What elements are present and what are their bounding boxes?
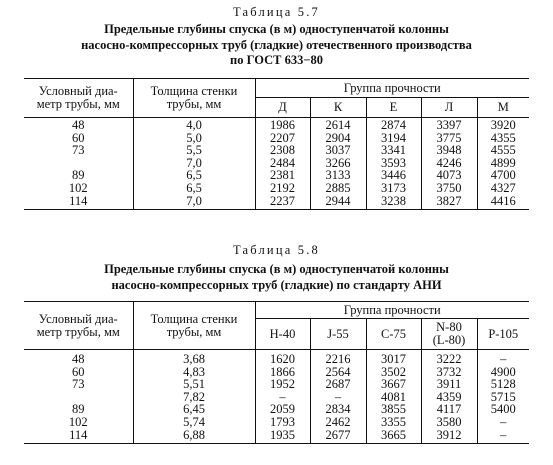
depth-cell: 3912 xyxy=(421,429,477,444)
depth-cell: 2944 xyxy=(310,195,366,210)
depth-cell: 2237 xyxy=(255,195,310,210)
diameter-cell: 60 xyxy=(72,130,85,145)
wall-cell: 7,82 xyxy=(133,391,255,404)
depth-cell: 4700 xyxy=(477,169,529,182)
table1-title xyxy=(0,22,553,69)
depth-cell: 3502 xyxy=(366,366,421,379)
wall-cell: 5,51 xyxy=(133,378,255,391)
wall-cell: 5,5 xyxy=(133,144,255,157)
table2 xyxy=(24,301,529,444)
depth-cell: 1986 xyxy=(255,118,310,132)
wall-cell: 4,83 xyxy=(133,366,255,379)
table1-header-diameter: Условный диа- метр трубы, мм xyxy=(24,79,133,118)
table2-grade-header: J-55 xyxy=(310,319,366,350)
depth-cell: 3133 xyxy=(310,169,366,182)
table1-header-group: Группа прочности xyxy=(255,79,529,98)
depth-cell: 3855 xyxy=(366,403,421,416)
depth-cell: 3732 xyxy=(421,366,477,379)
diameter-cell: 48 xyxy=(24,350,133,366)
table-row xyxy=(24,378,529,391)
depth-cell: 3266 xyxy=(310,157,366,170)
depth-cell: – xyxy=(255,391,310,404)
depth-cell: 4073 xyxy=(421,169,477,182)
depth-cell: 1793 xyxy=(255,416,310,429)
table-row xyxy=(24,350,529,366)
depth-cell: 2216 xyxy=(310,350,366,366)
depth-cell: 2381 xyxy=(255,169,310,182)
diameter-cell: 73 xyxy=(72,377,85,392)
table-row xyxy=(24,429,529,444)
wall-cell: 6,45 xyxy=(133,403,255,416)
diameter-cell: 60 xyxy=(72,364,85,379)
table1-grade-header: М xyxy=(477,98,529,118)
table2-grade-note: (L-80) xyxy=(432,333,466,347)
diameter-cell: 114 xyxy=(24,429,133,444)
diameter-cell: 114 xyxy=(24,195,133,210)
depth-cell: 2484 xyxy=(255,157,310,170)
table2-grade-header: P-105 xyxy=(477,319,529,350)
table1 xyxy=(24,78,529,210)
wall-cell: 5,0 xyxy=(133,132,255,145)
depth-cell: 3750 xyxy=(421,182,477,195)
wall-cell: 6,88 xyxy=(133,429,255,444)
depth-cell: 3397 xyxy=(421,118,477,132)
table1-title-line: по ГОСТ 633−80 xyxy=(230,53,323,67)
table1-grade-header: Л xyxy=(421,98,477,118)
table2-header-diameter: Условный диа- метр трубы, мм xyxy=(24,302,133,350)
depth-cell: 3911 xyxy=(421,378,477,391)
depth-cell: – xyxy=(477,429,529,444)
depth-cell: 4900 xyxy=(477,366,529,379)
depth-cell: 4355 xyxy=(477,132,529,145)
depth-cell: 2885 xyxy=(310,182,366,195)
wall-cell: 4,0 xyxy=(133,118,255,132)
depth-cell: 3667 xyxy=(366,378,421,391)
diameter-cell: 89 xyxy=(72,402,85,417)
depth-cell: 3355 xyxy=(366,416,421,429)
depth-cell: 4327 xyxy=(477,182,529,195)
depth-cell: 3341 xyxy=(366,144,421,157)
table1-grade-header: К xyxy=(310,98,366,118)
table1-header-wall: Толщина стенки трубы, мм xyxy=(133,79,255,118)
depth-cell: 3238 xyxy=(366,195,421,210)
depth-cell: 1952 xyxy=(255,378,310,391)
depth-cell: 2614 xyxy=(310,118,366,132)
wall-cell: 6,5 xyxy=(133,169,255,182)
table-row xyxy=(24,416,529,429)
depth-cell: – xyxy=(477,350,529,366)
table-row xyxy=(24,182,529,195)
depth-cell: 2687 xyxy=(310,378,366,391)
diameter-cell: 48 xyxy=(24,118,133,132)
depth-cell: 4081 xyxy=(366,391,421,404)
table-row xyxy=(24,144,529,157)
depth-cell: 3037 xyxy=(310,144,366,157)
table2-title-line: насосно-компрессорных труб (гладкие) по стандарту АНИ xyxy=(111,277,442,292)
depth-cell: 5400 xyxy=(477,403,529,416)
depth-cell: 1866 xyxy=(255,366,310,379)
depth-cell: 2192 xyxy=(255,182,310,195)
depth-cell: – xyxy=(477,416,529,429)
table1-title-line: насосно-компрессорных труб (гладкие) отечественного производства xyxy=(81,37,472,52)
depth-cell: 3775 xyxy=(421,132,477,145)
table-row xyxy=(24,195,529,210)
depth-cell: 3948 xyxy=(421,144,477,157)
depth-cell: 3173 xyxy=(366,182,421,195)
depth-cell: 3665 xyxy=(366,429,421,444)
depth-cell: 3827 xyxy=(421,195,477,210)
depth-cell: 2207 xyxy=(255,132,310,145)
table2-grade-header: H-40 xyxy=(255,319,310,350)
depth-cell: 2564 xyxy=(310,366,366,379)
depth-cell: 3222 xyxy=(421,350,477,366)
depth-cell: 3920 xyxy=(477,118,529,132)
depth-cell: 2874 xyxy=(366,118,421,132)
depth-cell: 2462 xyxy=(310,416,366,429)
depth-cell: 5715 xyxy=(477,391,529,404)
table2-grade-header: N-80 (L-80) xyxy=(421,319,477,350)
depth-cell: 2059 xyxy=(255,403,310,416)
diameter-cell: 102 xyxy=(68,414,88,429)
depth-cell: 3580 xyxy=(421,416,477,429)
table1-title-line: Предельные глубины спуска (в м) одноступенчатой колонны xyxy=(104,22,449,36)
depth-cell: 5128 xyxy=(477,378,529,391)
depth-cell: 4899 xyxy=(477,157,529,170)
wall-cell: 7,0 xyxy=(133,157,255,170)
depth-cell: 3017 xyxy=(366,350,421,366)
wall-cell: 6,5 xyxy=(133,182,255,195)
depth-cell: 4117 xyxy=(421,403,477,416)
table2-title xyxy=(0,262,553,293)
depth-cell: 3593 xyxy=(366,157,421,170)
table1-grade-header: Д xyxy=(255,98,310,118)
depth-cell: – xyxy=(310,391,366,404)
table-row xyxy=(24,118,529,132)
diameter-cell: 102 xyxy=(68,180,88,195)
depth-cell: 3194 xyxy=(366,132,421,145)
wall-cell: 7,0 xyxy=(133,195,255,210)
table2-grade-header: C-75 xyxy=(366,319,421,350)
wall-cell: 3,68 xyxy=(133,350,255,366)
wall-cell: 5,74 xyxy=(133,416,255,429)
table2-header-wall: Толщина стенки трубы, мм xyxy=(133,302,255,350)
depth-cell: 2677 xyxy=(310,429,366,444)
depth-cell: 4359 xyxy=(421,391,477,404)
diameter-cell: 89 xyxy=(72,168,85,183)
depth-cell: 4416 xyxy=(477,195,529,210)
depth-cell: 4246 xyxy=(421,157,477,170)
table1-grade-header: Е xyxy=(366,98,421,118)
depth-cell: 3446 xyxy=(366,169,421,182)
depth-cell: 2308 xyxy=(255,144,310,157)
depth-cell: 2834 xyxy=(310,403,366,416)
depth-cell: 2904 xyxy=(310,132,366,145)
table1-number: Таблица 5.7 xyxy=(232,5,321,19)
table2-header-group: Группа прочности xyxy=(255,302,529,319)
diameter-cell: 73 xyxy=(72,143,85,158)
depth-cell: 4555 xyxy=(477,144,529,157)
depth-cell: 1935 xyxy=(255,429,310,444)
depth-cell: 1620 xyxy=(255,350,310,366)
table2-number: Таблица 5.8 xyxy=(232,243,321,257)
table2-title-line: Предельные глубины спуска (в м) одноступенчатой колонны xyxy=(104,262,449,276)
